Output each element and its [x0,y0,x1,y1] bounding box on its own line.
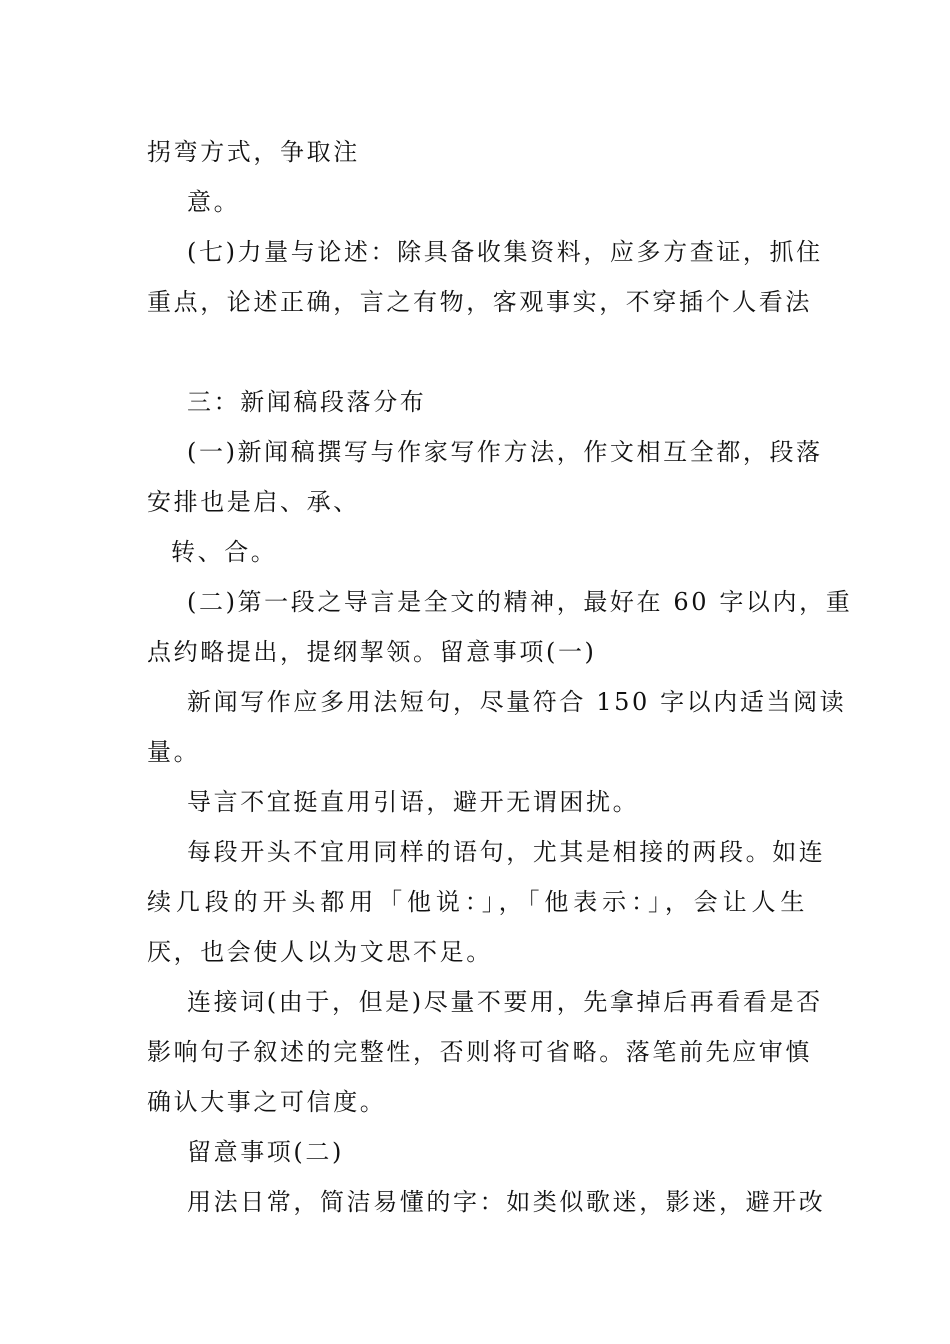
text-line: 留意事项(二) [187,1138,344,1166]
text-line: 用法日常，简洁易懂的字：如类似歌迷，影迷，避开改 [187,1188,826,1216]
text-line: 厌，也会使人以为文思不足。 [147,938,493,966]
text-line: 影响句子叙述的完整性，否则将可省略。落笔前先应审慎 [147,1038,812,1066]
text-line: 安排也是启、承、 [147,488,360,516]
text-line: 量。 [147,738,201,766]
text-line: (一)新闻稿撰写与作家写作方法，作文相互全都，段落 [187,438,823,466]
text-line: 新闻写作应多用法短句，尽量符合 150 字以内适当阅读 [187,688,847,716]
text-line: 点约略提出，提纲挈领。留意事项(一) [147,638,597,666]
text-line: 导言不宜挺直用引语，避开无谓困扰。 [187,788,640,816]
text-line: 确认大事之可信度。 [147,1088,387,1116]
text-line: (七)力量与论述：除具备收集资料，应多方查证，抓住 [187,238,823,266]
text-line: 每段开头不宜用同样的语句，尤其是相接的两段。如连 [187,838,826,866]
text-line: 转、合。 [171,538,278,566]
text-line: 拐弯方式，争取注 [147,138,360,166]
text-line: 续几段的开头都用「他说：」，「他表示：」，会让人生 [147,888,807,916]
text-line: (二)第一段之导言是全文的精神，最好在 60 字以内，重 [187,588,853,616]
text-line: 连接词(由于，但是)尽量不要用，先拿掉后再看看是否 [187,988,823,1016]
text-line: 意。 [187,188,241,216]
text-line: 重点，论述正确，言之有物，客观事实，不穿插个人看法 [147,288,812,316]
section-heading: 三：新闻稿段落分布 [187,388,427,416]
